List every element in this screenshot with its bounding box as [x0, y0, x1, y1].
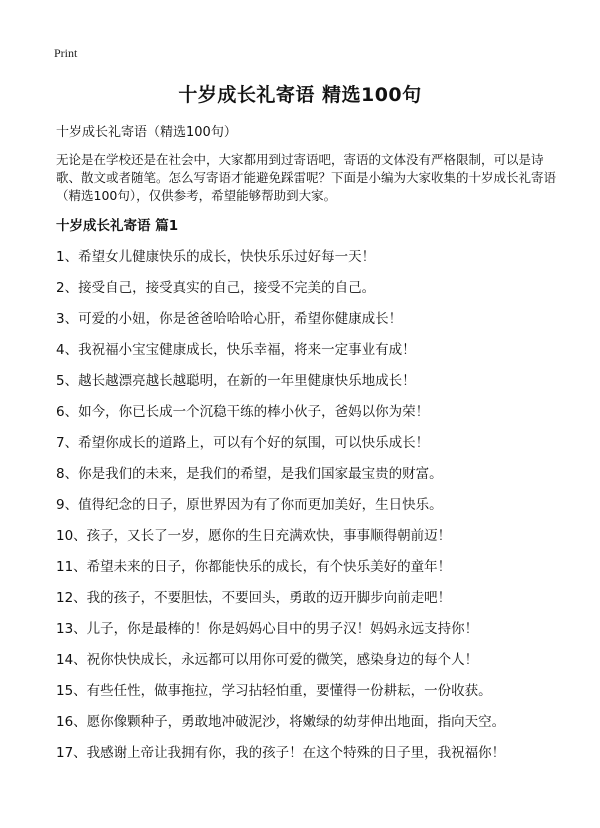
list-item: 14、祝你快快成长，永远都可以用你可爱的微笑，感染身边的每个人！ — [56, 652, 479, 668]
list-item: 12、我的孩子，不要胆怯，不要回头，勇敢的迈开脚步向前走吧！ — [56, 590, 452, 606]
document-subtitle: 十岁成长礼寄语（精选100句） — [56, 125, 237, 140]
list-item: 3、可爱的小妞，你是爸爸哈哈哈心肝，希望你健康成长！ — [56, 311, 403, 327]
list-item: 8、你是我们的未来，是我们的希望，是我们国家最宝贵的财富。 — [56, 466, 443, 482]
list-item: 9、值得纪念的日子，原世界因为有了你而更加美好，生日快乐。 — [56, 497, 443, 513]
list-item: 6、如今，你已长成一个沉稳干练的棒小伙子，爸妈以你为荣！ — [56, 404, 430, 420]
print-link[interactable]: Print — [54, 46, 78, 60]
list-item: 7、希望你成长的道路上，可以有个好的氛围，可以快乐成长！ — [56, 435, 430, 451]
list-item: 13、儿子，你是最棒的！你是妈妈心目中的男子汉！妈妈永远支持你！ — [56, 621, 479, 637]
list-item: 17、我感谢上帝让我拥有你，我的孩子！在这个特殊的日子里，我祝福你！ — [56, 745, 506, 761]
list-item: 1、希望女儿健康快乐的成长，快快乐乐过好每一天！ — [56, 249, 376, 265]
page-title: 十岁成长礼寄语 精选100句 — [178, 84, 422, 106]
list-item: 11、希望未来的日子，你都能快乐的成长，有个快乐美好的童年！ — [56, 559, 452, 575]
list-item: 10、孩子，又长了一岁，愿你的生日充满欢快，事事顺得朝前迈！ — [56, 528, 452, 544]
intro-paragraph: 无论是在学校还是在社会中，大家都用到过寄语吧，寄语的文体没有严格限制，可以是诗歌、散文或者随笔。怎么写寄语才能避免踩雷呢？下面是小编为大家收集的十岁成长礼寄语（精选100句），仅供参考，希望能够帮助到大家。 — [56, 152, 557, 203]
list-item: 15、有些任性，做事拖拉，学习拈轻怕重，要懂得一份耕耘，一份收获。 — [56, 683, 492, 699]
wish-list — [56, 247, 576, 774]
list-item: 2、接受自己，接受真实的自己，接受不完美的自己。 — [56, 280, 376, 296]
list-item: 4、我祝福小宝宝健康成长，快乐幸福，将来一定事业有成！ — [56, 342, 416, 358]
list-item: 5、越长越漂亮越长越聪明，在新的一年里健康快乐地成长！ — [56, 373, 416, 389]
list-item: 16、愿你像颗种子，勇敢地冲破泥沙，将嫩绿的幼芽伸出地面，指向天空。 — [56, 714, 506, 730]
section-heading: 十岁成长礼寄语 篇1 — [56, 218, 179, 234]
